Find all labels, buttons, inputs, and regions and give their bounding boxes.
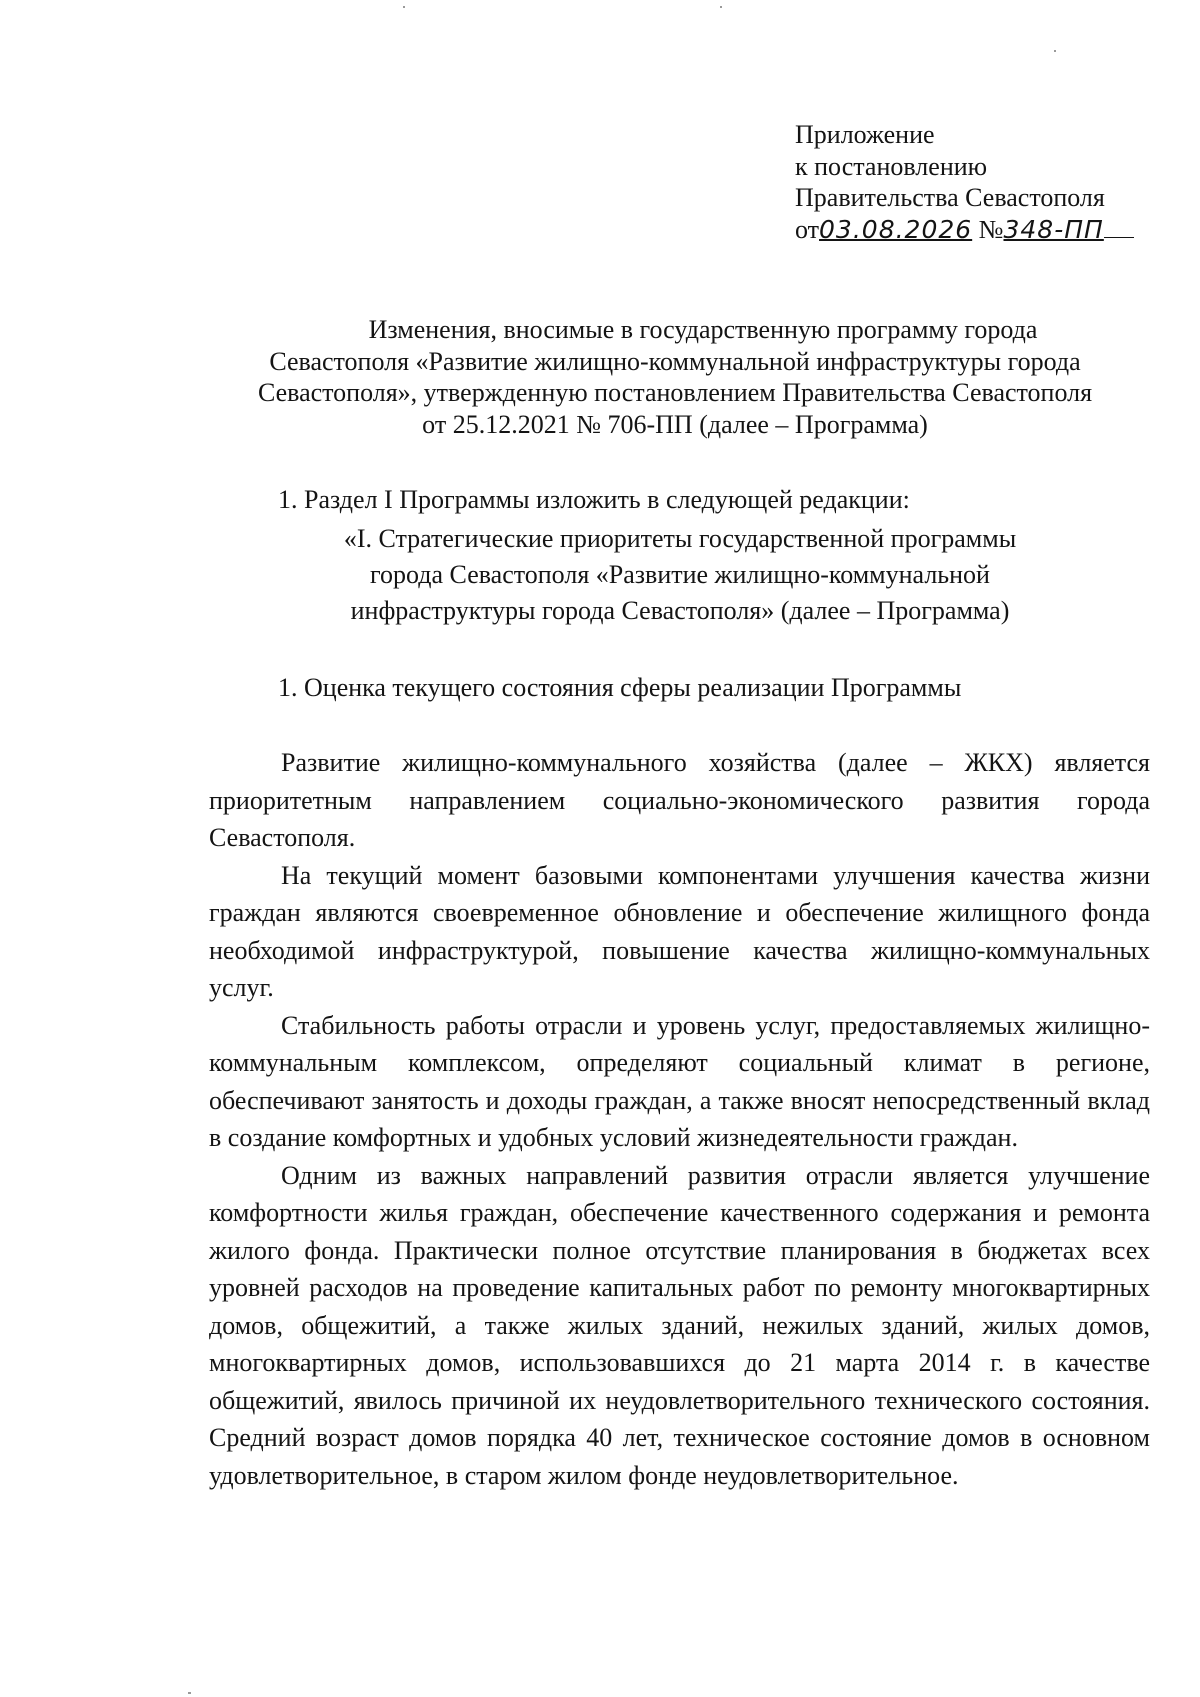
- title-line: Севастополя», утвержденную постановлением Правительства Севастополя: [257, 378, 1093, 407]
- item-1: 1. Раздел I Программы изложить в следующей редакции:: [278, 485, 910, 514]
- scan-mark: [1054, 50, 1056, 52]
- handwritten-number: 348-ПП: [1003, 214, 1104, 244]
- title-line: Изменения, вносимые в государственную программу города: [368, 315, 1038, 344]
- scan-mark: [720, 6, 722, 8]
- body-text: [209, 744, 1150, 1494]
- paragraph: Развитие жилищно-коммунального хозяйства (далее – ЖКХ) является приоритетным направлением социально-экономического развития города Севастополя.: [209, 748, 1150, 852]
- scan-mark: [188, 1692, 191, 1694]
- section-heading-line: «I. Стратегические приоритеты государственной программы: [343, 524, 1017, 553]
- title-line: от 25.12.2021 № 706-ПП (далее – Программа): [422, 409, 928, 439]
- section-heading-line: города Севастополя «Развитие жилищно-коммунальной: [370, 560, 990, 589]
- section-heading-line: инфраструктуры города Севастополя» (далее – Программа): [350, 596, 1010, 625]
- handwritten-date: 03.08.2026: [819, 214, 973, 244]
- paragraph: Стабильность работы отрасли и уровень услуг, предоставляемых жилищно-коммунальным комплексом, определяют социальный климат в регионе, обеспечивают занятость и доходы граждан, а также вносят непосредственный вклад в создание комфортных и удобных условий жизнедеятельности граждан.: [209, 1010, 1150, 1152]
- title-line: Севастополя «Развитие жилищно-коммунальной инфраструктуры города: [269, 346, 1081, 376]
- appendix-date-line: [795, 214, 1155, 246]
- document-title: [205, 314, 1145, 440]
- scan-mark: [403, 6, 405, 8]
- number-prefix: №: [978, 214, 1004, 244]
- section-heading: [280, 521, 1080, 629]
- appendix-line: Приложение: [795, 120, 935, 149]
- appendix-line: Правительства Севастополя: [795, 183, 1105, 212]
- underline-blank: [1104, 217, 1134, 238]
- paragraph: Одним из важных направлений развития отрасли является улучшение комфортности жилья граждан, обеспечение качественного содержания и ремонта жилого фонда. Практически полное отсутствие планирования в бюджетах всех уровней расходов на проведение капитальных работ по ремонту многоквартирных домов, общежитий, а также жилых зданий, нежилых зданий, жилых домов, многоквартирных домов, использовавшихся до 21 марта 2014 г. в качестве общежитий, явилось причиной их неудовлетворительного технического состояния. Средний возраст домов порядка 40 лет, техническое состояние домов в основном удовлетворительное, в старом жилом фонде неудовлетворительное.: [209, 1160, 1150, 1490]
- subsection-heading: 1. Оценка текущего состояния сферы реализации Программы: [278, 673, 962, 702]
- paragraph: На текущий момент базовыми компонентами улучшения качества жизни граждан являются своевременное обновление и обеспечение жилищного фонда необходимой инфраструктурой, повышение качества жилищно-коммунальных услуг.: [209, 860, 1150, 1002]
- appendix-stamp: [795, 119, 1155, 245]
- date-prefix: от: [795, 214, 820, 244]
- appendix-line: к постановлению: [795, 151, 988, 181]
